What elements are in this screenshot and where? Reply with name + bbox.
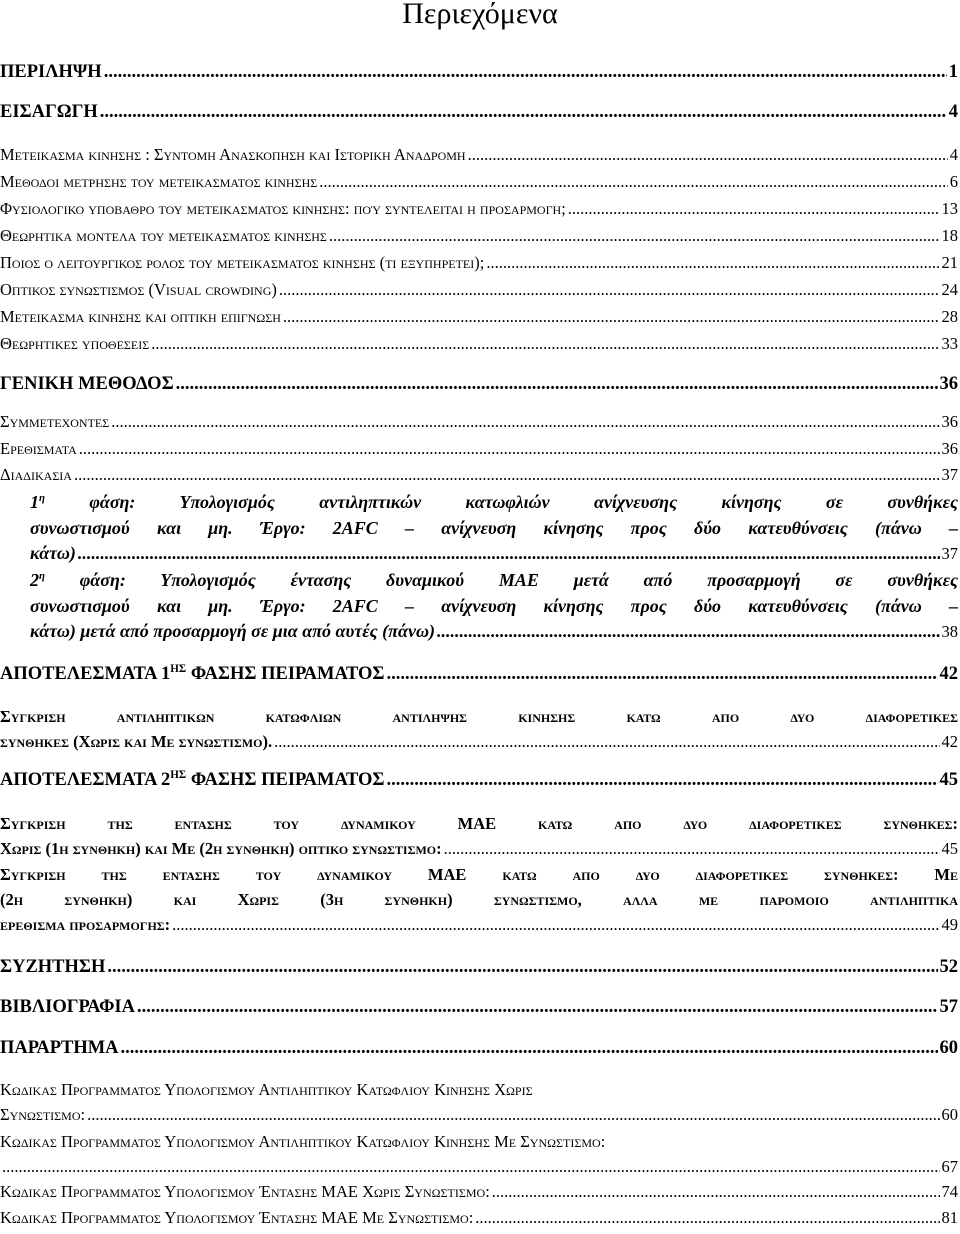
toc-entry [0, 307, 958, 327]
toc-entry-label: φάση: Υπολογισμός αντιληπτικών κατωφλιών ανίχνευσης κίνησης σε συνθήκες [89, 492, 959, 512]
toc-entry-label: ΓΕΝΙΚΗ ΜΕΘΟΔΟΣ [0, 374, 174, 394]
toc-page-number: 74 [941, 1182, 958, 1201]
toc-entry [0, 145, 958, 165]
toc-entry [0, 280, 958, 300]
toc-page-number: 24 [941, 280, 958, 299]
toc-entry-label: Μεθοδοι μετρησης του μετεικασματος κινησης [0, 172, 318, 191]
toc-entry-label: Κωδικας Προγραμματος Υπολογισμου Αντιληπτικου Κατωφλιου Κινησης Χωρις [0, 1080, 533, 1099]
dot-leader [172, 912, 939, 937]
toc-entry-label: Κωδικας Προγραμματος Υπολογισμου Έντασης ΜΑΕ Με Συνωστισμο: [0, 1208, 474, 1227]
toc-entry-code-mae-with [0, 1208, 958, 1228]
toc-page-number: 6 [949, 172, 958, 191]
toc-page-number: 57 [939, 997, 958, 1017]
toc-entry-code-threshold-with [0, 1129, 958, 1179]
toc-entry-label: Ερεθισματα [0, 439, 77, 458]
toc-page-number: 42 [941, 732, 958, 751]
toc-entry-summary [0, 62, 958, 83]
toc-entry-label: Συγκριση της εντασης του δυναμικου ΜΑΕ κατω απο δυο διαφορετικες συνθηκες: [0, 814, 958, 833]
toc-entry-label: ΦΑΣΗΣ ΠΕΙΡΑΜΑΤΟΣ [186, 664, 385, 684]
phase-number: 2 [30, 570, 39, 590]
ordinal-suffix: ΗΣ [170, 662, 187, 675]
dot-leader [319, 172, 948, 192]
toc-entry [0, 199, 958, 219]
dot-leader [486, 253, 939, 273]
toc-page-number: 60 [941, 1105, 958, 1124]
dot-leader [468, 145, 948, 165]
dot-leader [111, 412, 939, 432]
toc-entry-label: Φυσιολογικο υποβαθρο του μετεικασματος κινησης: πού συντελειται η προσαρμογη; [0, 199, 566, 218]
toc-entry-label: Οπτικος συνωστισμος (Visual crowding) [0, 280, 277, 299]
toc-entry-label: ΠΑΡΑΡΤΗΜΑ [0, 1038, 119, 1058]
toc-page-number: 4 [949, 145, 958, 164]
toc-entry-bibliography [0, 997, 958, 1018]
toc-page-number: 38 [941, 622, 958, 641]
toc-entry-comparison-thresholds [0, 704, 958, 754]
toc-page-number: 33 [941, 334, 958, 353]
dot-leader [437, 619, 940, 645]
toc-entry-label: συνωστισμού και μη. Έργο: 2AFC – ανίχνευση κίνησης προς δύο κατευθύνσεις (πάνω – [30, 595, 958, 616]
toc-entry-label: ΑΠΟΤΕΛΕΣΜΑΤΑ 1 [0, 664, 171, 684]
dot-leader [283, 307, 940, 327]
toc-entry [0, 439, 958, 459]
toc-entry-label: Συγκριση αντιληπτικων κατωφλιων αντιληψης κινησης κατω απο δυο διαφορετικες [0, 707, 958, 726]
dot-leader [151, 334, 939, 354]
toc-entry-label: ΑΠΟΤΕΛΕΣΜΑΤΑ 2 [0, 770, 171, 790]
dot-leader [121, 1038, 938, 1059]
toc-entry-comparison-mae-2 [0, 862, 958, 937]
toc-entry-label: Διαδικασια [0, 465, 72, 484]
toc-page-number: 81 [941, 1208, 958, 1227]
toc-entry-code-mae-without [0, 1182, 958, 1202]
toc-page-number: 45 [939, 770, 958, 790]
toc-page-number: 21 [941, 253, 958, 272]
phase-ordinal-suffix: η [39, 570, 45, 582]
toc-entry-general-method [0, 374, 958, 395]
dot-leader [78, 541, 940, 567]
toc-entry-label: Ποιος ο λειτουργικος ρολος του μετεικασματος κινησης (τι εξυπηρετει); [0, 253, 485, 272]
toc-page-number: 52 [939, 957, 958, 977]
dot-leader [107, 957, 937, 978]
toc-entry [0, 226, 958, 246]
toc-entry-label: Μετεικασμα κινησης : Συντομη Ανασκοπηση και Ιστορικη Αναδρομη [0, 145, 466, 164]
toc-entry-label: ΒΙΒΛΙΟΓΡΑΦΙΑ [0, 997, 135, 1017]
toc-entry-code-threshold-without [0, 1077, 958, 1127]
ordinal-suffix: ΗΣ [170, 768, 187, 781]
toc-entry-label: Κωδικας Προγραμματος Υπολογισμου Έντασης ΜΑΕ Χωρις Συνωστισμο: [0, 1182, 490, 1201]
dot-leader [74, 465, 940, 485]
toc-entry [0, 465, 958, 485]
toc-page-number: 67 [941, 1157, 958, 1176]
toc-entry-label: Συμμετεχοντες [0, 412, 110, 431]
dot-leader [568, 199, 940, 219]
toc-entry-label: Μετεικασμα κινησης και οπτικη επιγνωση [0, 307, 281, 326]
toc-entry-label: ΠΕΡΙΛΗΨΗ [0, 62, 102, 82]
toc-entry-label: Θεωρητικα μοντελα του μετεικασματος κινησης [0, 226, 327, 245]
toc-page-number: 37 [941, 465, 958, 484]
toc-entry-introduction [0, 102, 958, 123]
dot-leader [492, 1182, 940, 1202]
toc-page-number: 42 [939, 664, 958, 684]
toc-entry-results-phase-2 [0, 770, 958, 791]
dot-leader [387, 664, 938, 685]
toc-entry-label: Χωρις (1η συνθηκη) και Με (2η συνθηκη) οπτικο συνωστισμο: [0, 839, 442, 858]
toc-page-number: 60 [939, 1038, 958, 1058]
toc-entry-label: ΕΙΣΑΓΩΓΗ [0, 102, 98, 122]
toc-page-number: 36 [941, 439, 958, 458]
toc-entry-label: συνωστισμού και μη. Έργο: 2AFC – ανίχνευση κίνησης προς δύο κατευθύνσεις (πάνω – [30, 517, 958, 538]
toc-entry-label: φάση: Υπολογισμός έντασης δυναμικού ΜΑΕ μετά από προσαρμογή σε συνθήκες [79, 570, 958, 590]
toc-entry [0, 172, 958, 192]
dot-leader [444, 836, 940, 861]
toc-entry-label: Συνωστισμο: [0, 1105, 86, 1124]
toc-page-number: 49 [941, 915, 958, 934]
dot-leader [100, 102, 947, 123]
toc-page-number: 36 [939, 374, 958, 394]
toc-entry-discussion [0, 957, 958, 978]
toc-entry-label: Θεωρητικες υποθεσεις [0, 334, 150, 353]
toc-entry-label: κάτω) [30, 543, 76, 563]
dot-leader [475, 1208, 939, 1228]
toc-entry-label: ερεθισμα προσαρμογης: [0, 915, 171, 934]
toc-entry [0, 253, 958, 273]
toc-entry-label: ΣΥΖΗΤΗΣΗ [0, 957, 106, 977]
phase-number: 1 [30, 492, 39, 512]
dot-leader [176, 374, 938, 395]
toc-entry-label: Κωδικας Προγραμματος Υπολογισμου Αντιληπτικου Κατωφλιου Κινησης Με Συνωστισμο: [0, 1132, 606, 1151]
toc-entry-phase-1 [0, 490, 958, 567]
toc-page-number: 28 [941, 307, 958, 326]
toc-entry [0, 334, 958, 354]
toc-page-number: 1 [948, 62, 958, 82]
dot-leader [2, 1154, 940, 1179]
toc-page-number: 45 [941, 839, 958, 858]
toc-entry-results-phase-1 [0, 664, 958, 685]
toc-page-number: 37 [941, 544, 958, 563]
toc-entry-appendix [0, 1038, 958, 1059]
toc-entry-label: ΦΑΣΗΣ ΠΕΙΡΑΜΑΤΟΣ [186, 770, 385, 790]
toc-entry-phase-2 [0, 568, 958, 645]
dot-leader [387, 770, 938, 791]
dot-leader [329, 226, 940, 246]
phase-ordinal-suffix: η [39, 492, 45, 504]
toc-entry-label: συνθηκες (Χωρις και Με συνωστισμο). [0, 732, 273, 751]
toc-page-number: 36 [941, 412, 958, 431]
dot-leader [137, 997, 938, 1018]
toc-page-number: 18 [941, 226, 958, 245]
toc-page-number: 13 [941, 199, 958, 218]
dot-leader [274, 729, 939, 754]
toc-entry-comparison-mae-1 [0, 811, 958, 861]
dot-leader [104, 62, 947, 83]
toc-entry [0, 412, 958, 432]
toc-entry-label: Συγκριση της εντασης του δυναμικου ΜΑΕ κατω απο δυο διαφορετικες συνθηκες: Με [0, 865, 958, 884]
toc-page-number: 4 [948, 102, 958, 122]
page-title: Περιεχόμενα [402, 0, 558, 30]
dot-leader [279, 280, 940, 300]
toc-entry-label: (2η συνθηκη) και Χωρις (3η συνθηκη) συνωστισμο, αλλα με παρομοιο αντιληπτικα [0, 890, 958, 909]
dot-leader [79, 439, 940, 459]
dot-leader [87, 1102, 939, 1127]
toc-entry-label: κάτω) μετά από προσαρμογή σε μια από αυτές (πάνω) [30, 621, 435, 641]
